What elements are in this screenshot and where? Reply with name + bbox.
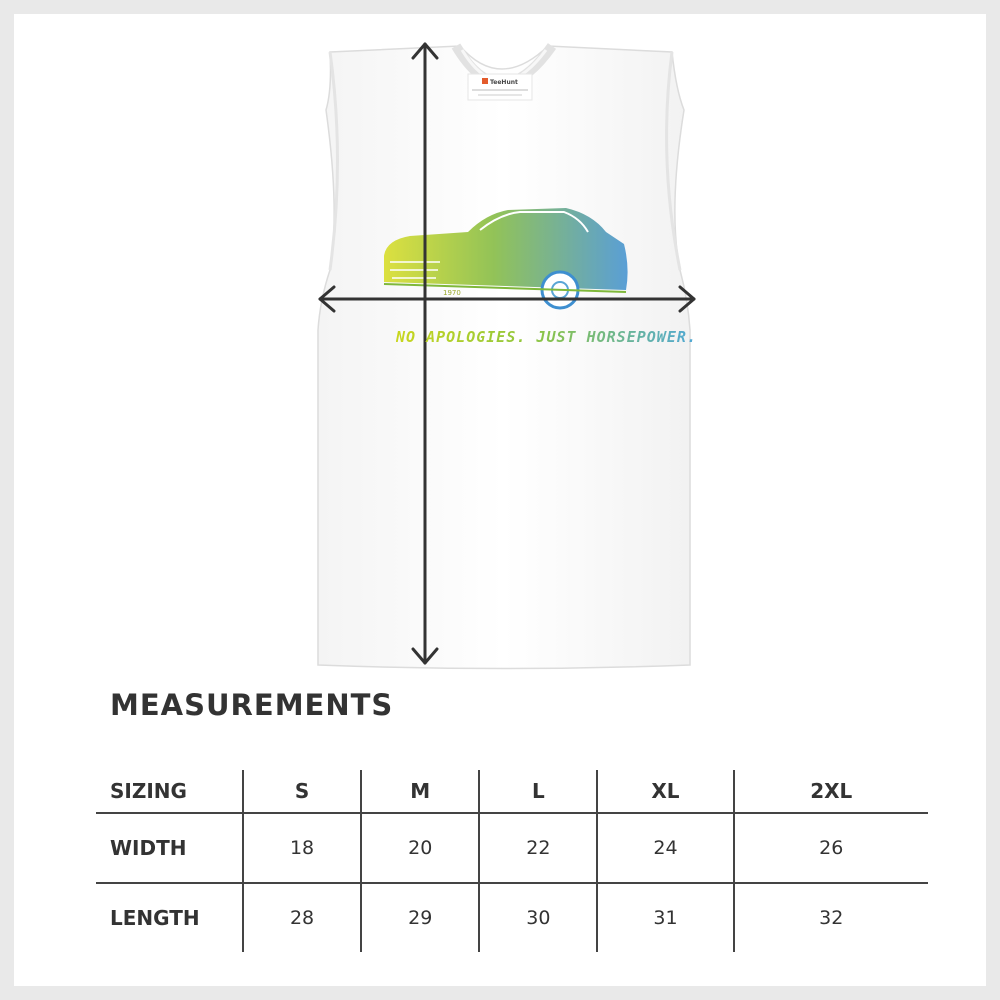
size-m-header: M	[361, 770, 479, 813]
length-s-value: 28	[243, 883, 361, 952]
car-year-text: 1970	[443, 289, 461, 297]
width-2xl-value: 26	[734, 813, 928, 883]
size-s-header: S	[243, 770, 361, 813]
width-xl-value: 24	[597, 813, 733, 883]
size-table	[96, 770, 928, 952]
table-row	[96, 883, 928, 952]
length-label: LENGTH	[110, 906, 200, 930]
width-m-value: 20	[361, 813, 479, 883]
width-s-value: 18	[243, 813, 361, 883]
width-label: WIDTH	[96, 813, 243, 883]
sizing-header: SIZING	[96, 770, 243, 813]
width-l-value: 22	[479, 813, 597, 883]
length-l-value: 30	[479, 883, 597, 952]
size-l-header: L	[479, 770, 597, 813]
length-m-value: 29	[361, 883, 479, 952]
size-2xl-header: 2XL	[734, 770, 928, 813]
shirt-slogan: NO APOLOGIES. JUST HORSEPOWER.	[396, 328, 697, 346]
measurements-title: MEASUREMENTS	[110, 688, 394, 722]
length-2xl-value: 32	[734, 883, 928, 952]
collar-tag-brand: TeeHunt	[490, 79, 518, 86]
table-row	[96, 813, 928, 883]
table-header-row	[96, 770, 928, 813]
size-xl-header: XL	[597, 770, 733, 813]
shirt-body	[318, 46, 690, 669]
length-xl-value: 31	[597, 883, 733, 952]
